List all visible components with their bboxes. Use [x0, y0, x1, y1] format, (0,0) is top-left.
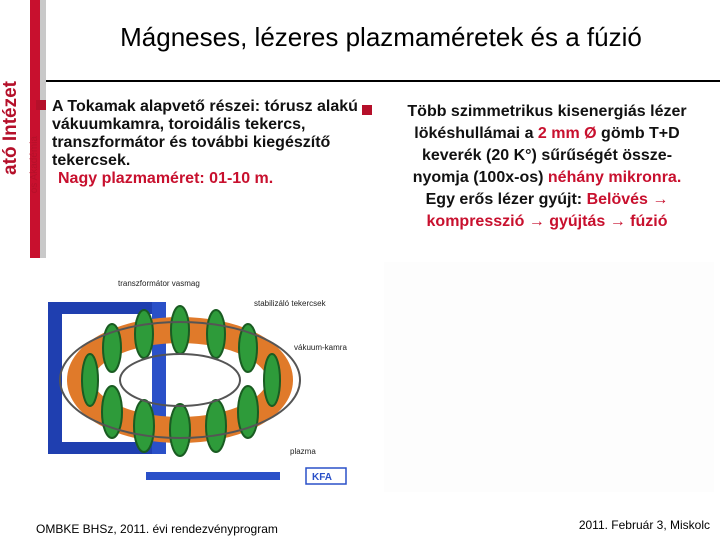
right-line-2a: lökéshullámai a — [414, 125, 538, 142]
label-plasma: plazma — [290, 447, 316, 456]
sidebar-vertical-subtitle: os Akadémia — [29, 136, 40, 194]
right-line-2-red: 2 mm Ø — [537, 125, 597, 142]
label-stabilizing-coils: stabilizáló tekercsek — [254, 299, 326, 308]
right-line-5-red: Belövés → — [586, 191, 669, 208]
right-line-2 — [374, 123, 720, 145]
right-bullet-icon — [362, 105, 372, 115]
label-transformer-core: transzformátor vasmag — [118, 279, 200, 288]
kfa-logo-text: KFA — [312, 472, 332, 483]
right-line-1: Több szimmetrikus kisenergiás lézer — [407, 103, 687, 120]
right-line-4 — [374, 167, 720, 189]
left-highlight: Nagy plazmaméret: 01-10 m. — [58, 170, 274, 187]
left-text-block — [52, 98, 362, 188]
right-line-6: kompresszió → gyújtás → fúzió — [426, 213, 668, 230]
tokamak-diagram — [40, 262, 356, 502]
footer-right: 2011. Február 3, Miskolc — [578, 518, 710, 532]
caption-band — [146, 472, 280, 480]
slide-title: Mágneses, lézeres plazmaméretek és a fúzió — [120, 22, 642, 52]
right-line-4-red: néhány mikronra. — [547, 169, 682, 186]
title-rule — [46, 80, 720, 82]
right-text-block — [374, 101, 720, 233]
right-line-3: keverék (20 K°) sűrűségét össze- — [421, 147, 673, 164]
right-line-5a: Egy erős lézer gyújt: — [425, 191, 587, 208]
sidebar-vertical-title: ató Intézet — [0, 81, 21, 175]
left-paragraph: A Tokamak alapvető részei: tórusz alakú vákuumkamra, toroidális tekercs, transzformátor és további kiegészítő tekercsek. — [52, 98, 358, 169]
right-image-placeholder — [384, 262, 714, 492]
right-line-2b: gömb T+D — [596, 125, 680, 142]
footer-left: OMBKE BHSz, 2011. évi rendezvényprogram — [36, 522, 278, 536]
label-vacuum-chamber: vákuum-kamra — [294, 343, 347, 352]
left-bullet-icon — [36, 100, 46, 110]
right-line-4a: nyomja (100x-os) — [412, 169, 548, 186]
right-line-5 — [374, 189, 720, 211]
